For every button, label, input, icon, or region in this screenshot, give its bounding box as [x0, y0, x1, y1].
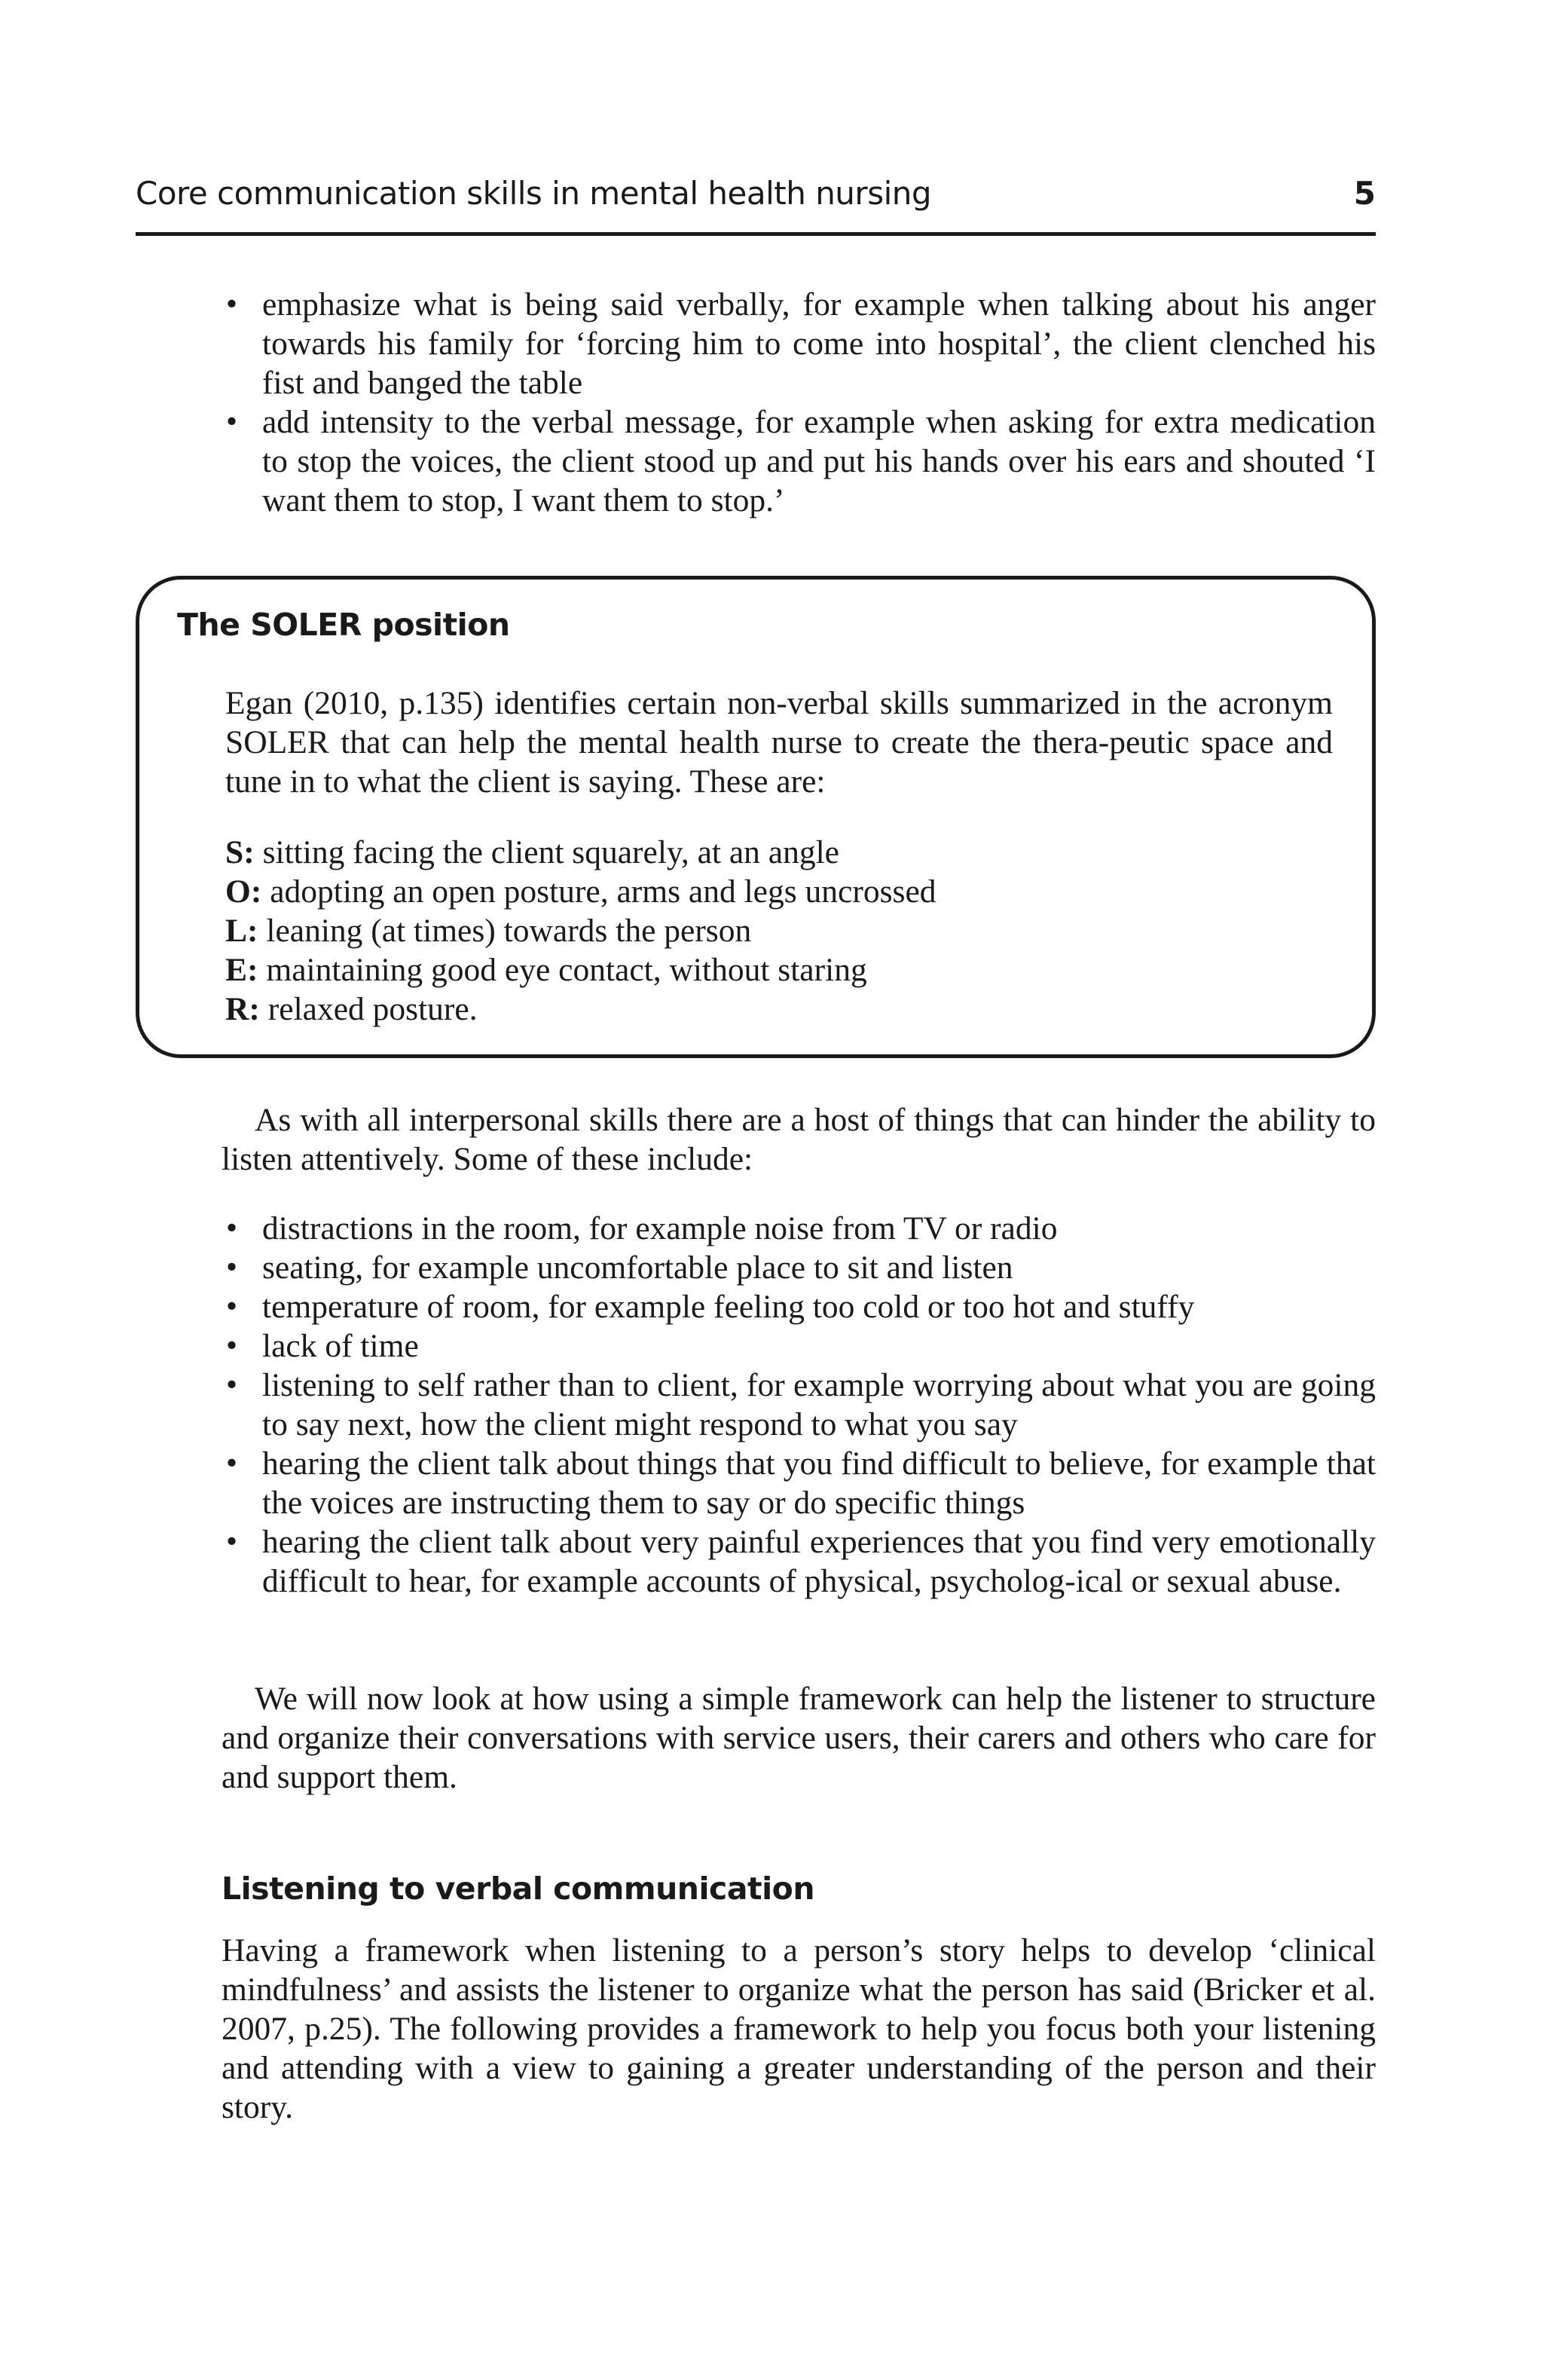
bullet-icon: •	[226, 404, 238, 439]
paragraph-hinder: As with all interpersonal skills there are a host of things that can hinder the ability to listen attentively. Some of these include:	[222, 1102, 1376, 1177]
bullet-icon: •	[226, 1250, 238, 1285]
soler-intro-text: Egan (2010, p.135) identifies certain non-verbal skills summarized in the acronym SOLER that can help the mental health nurse to create the thera-peutic space and tune in to what the client is saying. These are:	[225, 685, 1333, 800]
bullet-icon: •	[226, 1289, 238, 1324]
soler-item: S: sitting facing the client squarely, at an angle	[225, 834, 839, 870]
soler-item: E: maintaining good eye contact, without staring	[225, 952, 867, 988]
hinder-bullet-list	[222, 1209, 1376, 1601]
running-header	[136, 175, 1376, 236]
paragraph-framework: We will now look at how using a simple framework can help the listener to structure and organize their conversations with service users, their carers and others who care for and support them.	[222, 1681, 1376, 1795]
soler-item: O: adopting an open posture, arms and legs uncrossed	[225, 873, 936, 910]
bullet-icon: •	[226, 1328, 238, 1363]
bullet-icon: •	[226, 1367, 238, 1403]
list-item: • emphasize what is being said verbally, for example when talking about his anger towards his family for ‘forcing him to come into hospital’, the client clenched his fist and banged the table	[226, 286, 1376, 401]
list-item: • lack of time	[226, 1328, 419, 1364]
bullet-icon: •	[226, 1445, 238, 1481]
list-item: • add intensity to the verbal message, for example when asking for extra medication to stop the voices, the client stood up and put his hands over his ears and shouted ‘I want them to stop, I want them to stop.’	[226, 404, 1376, 519]
list-item: • seating, for example uncomfortable place to sit and listen	[226, 1250, 1013, 1286]
running-header-title: Core communication skills in mental health nursing	[136, 175, 932, 212]
list-item: • hearing the client talk about very painful experiences that you find very emotionally difficult to hear, for example accounts of physical, psycholog-ical or sexual abuse.	[226, 1524, 1376, 1599]
bullet-icon: •	[226, 1524, 238, 1559]
bullet-icon: •	[226, 1210, 238, 1246]
nonverbal-bullet-list	[222, 285, 1376, 520]
list-item: • hearing the client talk about things that you find difficult to believe, for example that the voices are instructing them to say or do specific things	[226, 1445, 1376, 1521]
list-item: • listening to self rather than to client, for example worrying about what you are going to say next, how the client might respond to what you say	[226, 1367, 1376, 1442]
page-number: 5	[1353, 175, 1376, 212]
list-item: • distractions in the room, for example noise from TV or radio	[226, 1210, 1058, 1247]
soler-box	[136, 576, 1376, 1058]
section-heading: Listening to verbal communication	[222, 1871, 815, 1907]
list-item: • temperature of room, for example feeling too cold or too hot and stuffy	[226, 1289, 1195, 1325]
soler-box-heading: The SOLER position	[177, 607, 510, 643]
soler-item: L: leaning (at times) towards the person	[225, 913, 752, 949]
soler-acronym-list	[225, 833, 1333, 1029]
bullet-icon: •	[226, 286, 238, 322]
section-paragraph: Having a framework when listening to a person’s story helps to develop ‘clinical mindfulness’ and assists the listener to organize what the person has said (Bricker et al. 2007, p.25). The following provides a framework to help you focus both your listening and attending with a view to gaining a greater understanding of the person and their story.	[222, 1932, 1376, 2125]
soler-item: R: relaxed posture.	[225, 991, 478, 1027]
